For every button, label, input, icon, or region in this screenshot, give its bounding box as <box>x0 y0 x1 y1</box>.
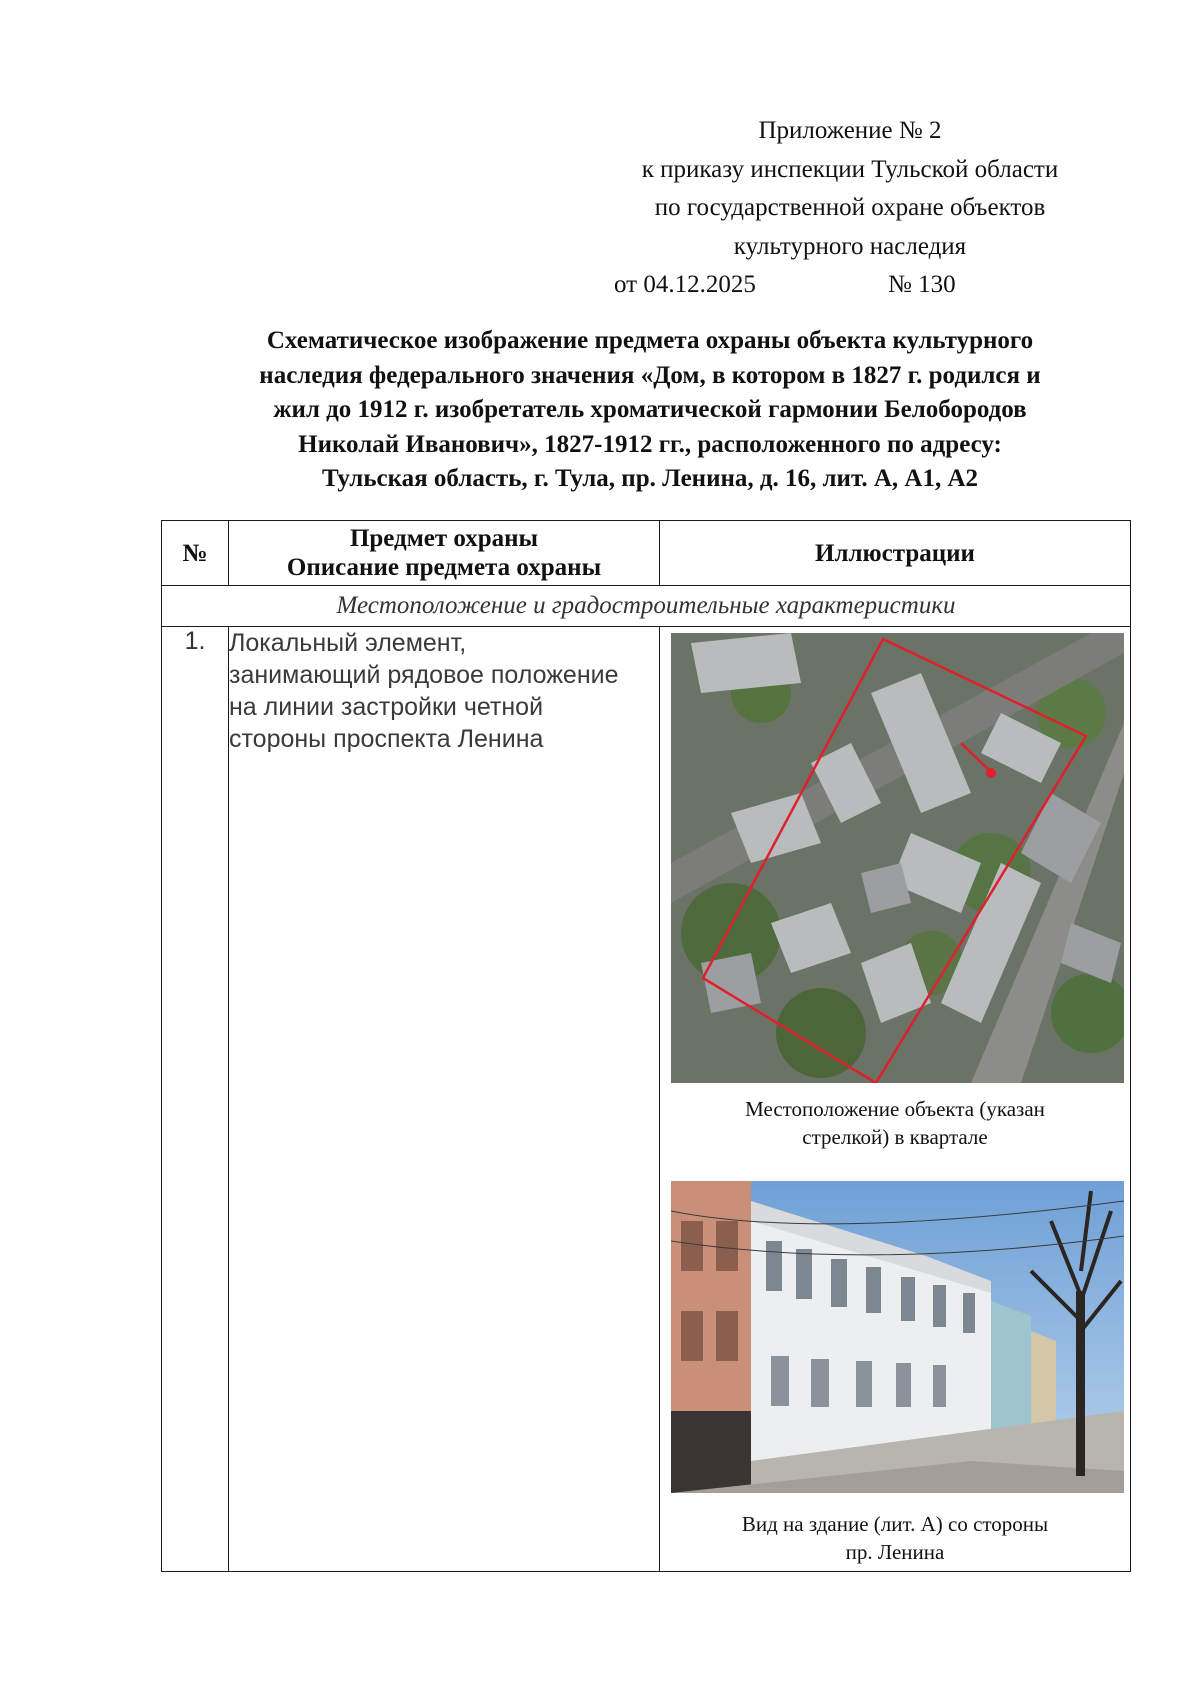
description-line: на линии застройки четной <box>229 693 544 721</box>
street-caption <box>660 1510 1130 1566</box>
title-line: наследия федерального значения «Дом, в котором в 1827 г. родился и <box>259 361 1041 389</box>
appendix-date-row <box>590 266 1110 305</box>
table-row <box>162 627 1131 1572</box>
header-illustrations: Иллюстрации <box>660 521 1131 586</box>
title-line: Николай Иванович», 1827-1912 гг., расположенного по адресу: <box>298 430 1002 458</box>
table-header-row <box>162 521 1131 586</box>
row-number: 1. <box>162 627 229 1572</box>
order-number: № 130 <box>888 271 956 298</box>
order-date: от 04.12.2025 <box>614 271 756 298</box>
caption-line: Местоположение объекта (указан <box>745 1097 1045 1121</box>
caption-line: стрелкой) в квартале <box>802 1125 988 1149</box>
title-line: жил до 1912 г. изобретатель хроматической гармонии Белобородов <box>273 396 1027 423</box>
appendix-inspection: по государственной охране объектов <box>654 194 1046 221</box>
description-line: стороны проспекта Ленина <box>229 725 544 753</box>
protection-subject-table <box>161 520 1131 1572</box>
aerial-caption <box>660 1095 1130 1151</box>
header-number: № <box>162 521 229 586</box>
row-description <box>229 627 660 1572</box>
appendix-order: к приказу инспекции Тульской области <box>641 155 1059 183</box>
street-photo <box>671 1181 1124 1493</box>
street-figure <box>671 1181 1124 1498</box>
description-line: Локальный элемент, <box>229 629 467 657</box>
section-title: Местоположение и градостроительные характеристики <box>162 586 1131 627</box>
description-line: занимающий рядовое положение <box>229 661 619 689</box>
header-subject-description: Описание предмета охраны <box>286 554 602 581</box>
title-line: Тульская область, г. Тула, пр. Ленина, д. 16, лит. А, А1, А2 <box>321 465 979 492</box>
section-row <box>162 586 1131 627</box>
header-subject-title: Предмет охраны <box>349 525 539 552</box>
caption-line: пр. Ленина <box>845 1540 945 1564</box>
aerial-photo <box>671 633 1124 1083</box>
title-line: Схематическое изображение предмета охраны объекта культурного <box>266 327 1034 354</box>
header-subject <box>229 521 660 586</box>
caption-line: Вид на здание (лит. А) со стороны <box>741 1512 1049 1536</box>
appendix-heritage: культурного наследия <box>733 232 967 260</box>
object-marker <box>986 768 996 778</box>
aerial-figure <box>671 633 1124 1083</box>
document-title <box>150 324 1150 497</box>
appendix-block <box>590 112 1110 305</box>
appendix-title: Приложение № 2 <box>758 117 942 144</box>
row-illustrations <box>660 627 1131 1572</box>
